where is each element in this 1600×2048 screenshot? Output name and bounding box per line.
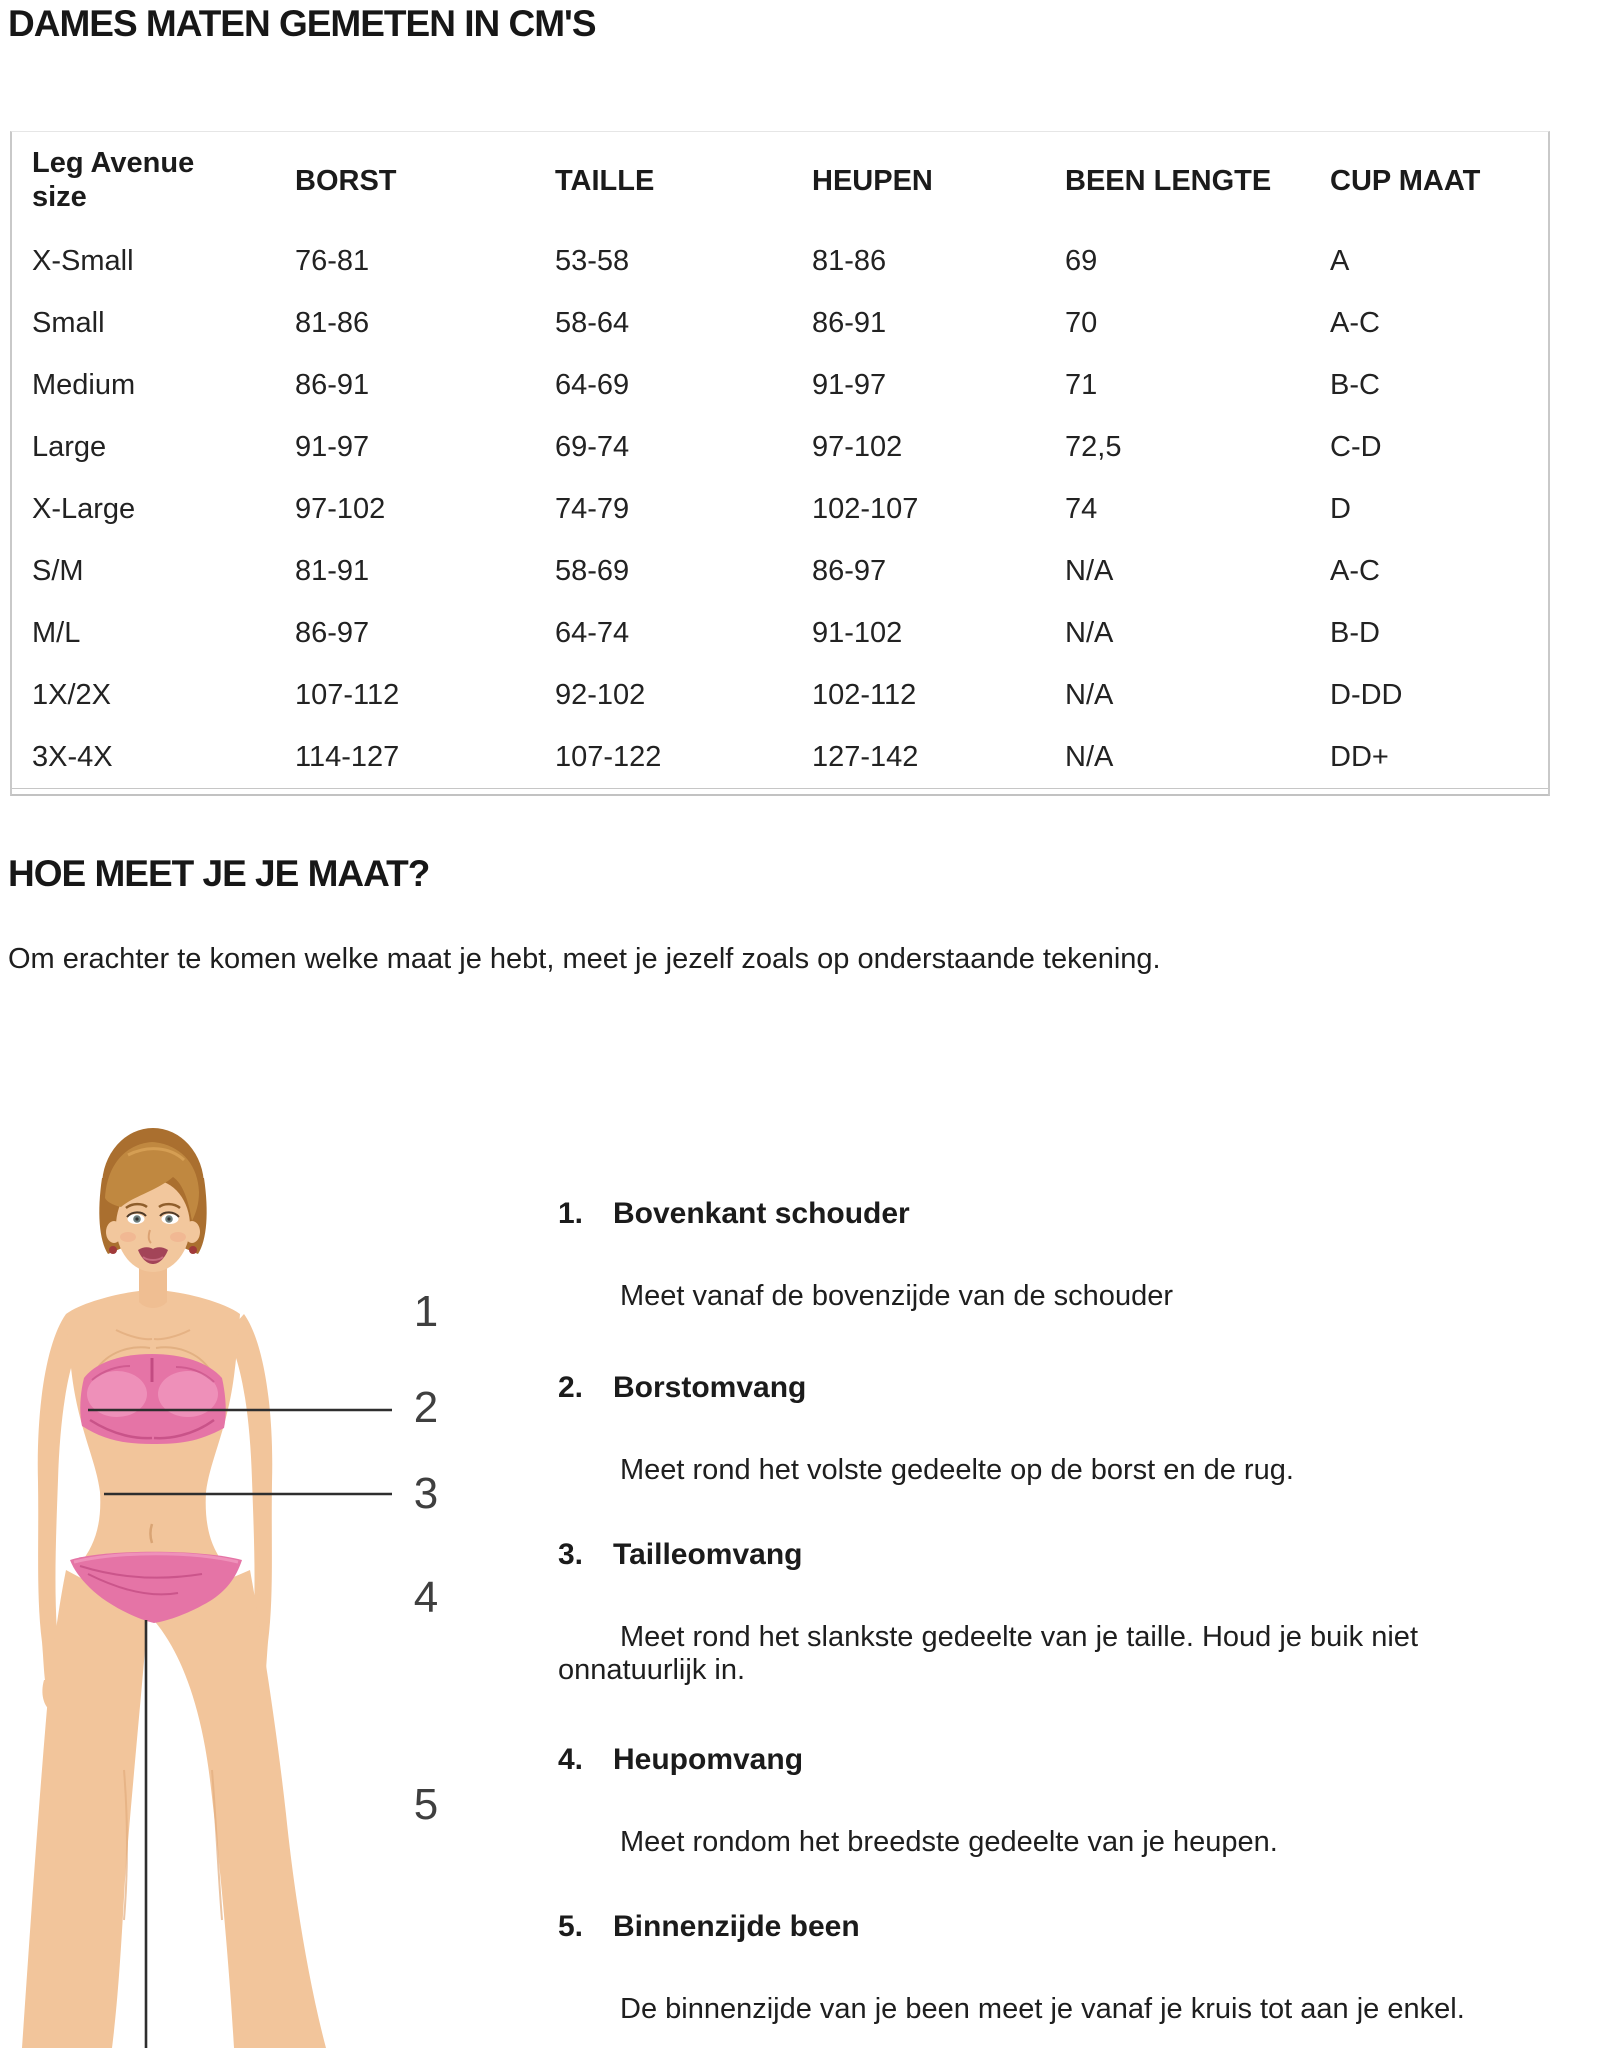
step-description: De binnenzijde van je been meet je vanaf je kruis tot aan je enkel. [620,1993,1465,2025]
body-illustration [0,1080,520,2048]
table-row [12,664,1548,726]
step-description: Meet rondom het breedste gedeelte van je heupen. [620,1826,1278,1858]
step-number: 2. [558,1371,584,1404]
table-cell: 86-91 [295,368,370,401]
step-title-line [558,1368,1513,1408]
step-title-line [558,1740,1513,1780]
column-header: HEUPEN [812,164,933,197]
table-cell: M/L [32,616,81,649]
step-title: Bovenkant schouder [613,1197,910,1230]
table-cell: B-C [1330,368,1380,401]
table-cell: 3X-4X [12,726,275,789]
table-header-row [12,132,1548,230]
table-cell: 86-91 [812,306,887,339]
table-cell: 64-69 [555,368,630,401]
column-header: Leg Avenue size [32,147,195,213]
table-cell: 81-86 [812,244,887,277]
size-table [10,131,1550,796]
figure-marker-3: 3 [413,1469,439,1518]
measurement-figure [0,1080,520,2048]
step-item [558,1907,1513,2026]
table-cell: 69-74 [555,430,630,463]
table-cell: 1X/2X [32,678,111,711]
column-header: CUP MAAT [1330,164,1481,197]
table-cell: DD+ [1310,726,1548,789]
table-cell: 72,5 [1065,430,1122,463]
table-cell: 91-97 [295,430,370,463]
table-cell: 74-79 [555,492,630,525]
table-row [12,540,1548,602]
table-cell: N/A [1065,678,1114,711]
table-cell: D-DD [1330,678,1403,711]
table-cell: 86-97 [295,616,370,649]
table-cell: 107-112 [295,678,400,711]
table-cell: 74 [1065,492,1098,525]
table-cell: 97-102 [295,492,386,525]
table-cell: Large [32,430,107,463]
column-header: BORST [295,164,397,197]
column-header: BEEN LENGTE [1065,164,1272,197]
table-cell: X-Small [32,244,134,277]
step-title: Binnenzijde been [613,1910,860,1943]
table-cell: 86-97 [812,554,887,587]
table-cell: 69 [1065,244,1098,277]
step-title-line [558,1535,1513,1575]
figure-marker-1: 1 [413,1287,439,1336]
step-title-line [558,1907,1513,1947]
how-to-intro: Om erachter te komen welke maat je hebt, meet je jezelf zoals op onderstaande tekening. [8,943,1161,975]
step-number: 1. [558,1197,584,1230]
step-title-line [558,1194,1513,1234]
table-cell: 81-91 [295,554,370,587]
column-header: TAILLE [555,164,655,197]
table-cell: 91-97 [812,368,887,401]
table-cell: 81-86 [295,306,370,339]
table-cell: A-C [1330,554,1380,587]
step-item [558,1194,1513,1313]
table-cell: S/M [32,554,84,587]
step-description: Meet rond het volste gedeelte op de borst en de rug. [620,1454,1294,1486]
table-cell: N/A [1045,726,1310,789]
table-row [12,354,1548,416]
table-row [12,416,1548,478]
table-cell: 58-64 [555,306,630,339]
table-row [12,726,1548,789]
table-row [12,478,1548,540]
table-cell: 114-127 [275,726,535,789]
table-cell: 64-74 [555,616,630,649]
table-cell: N/A [1065,616,1114,649]
step-item [558,1535,1513,1687]
table-cell: 71 [1065,368,1098,401]
step-number: 4. [558,1743,584,1776]
step-title: Borstomvang [613,1371,807,1404]
page-title: DAMES MATEN GEMETEN IN CM'S [8,3,596,44]
figure-marker-2: 2 [413,1383,439,1432]
figure-marker-4: 4 [413,1573,439,1622]
step-description: Meet rond het slankste gedeelte van je taille. Houd je buik niet onnatuurlijk in. [558,1621,1418,1686]
table-row [12,230,1548,292]
step-item [558,1740,1513,1859]
table-cell: A [1330,244,1350,277]
how-to-heading: HOE MEET JE JE MAAT? [8,853,430,894]
step-title: Heupomvang [613,1743,804,1776]
table-cell: 102-107 [812,492,919,525]
legs [22,1570,326,2048]
table-cell: 107-122 [535,726,792,789]
table-cell: C-D [1330,430,1382,463]
step-title: Tailleomvang [613,1538,803,1571]
figure-marker-5: 5 [413,1780,439,1829]
earring-right [189,1246,197,1254]
table-cell: 58-69 [555,554,630,587]
bra [80,1354,225,1444]
table-cell: 53-58 [555,244,630,277]
step-number: 3. [558,1538,584,1571]
table-cell: Medium [32,368,136,401]
step-description: Meet vanaf de bovenzijde van de schouder [620,1280,1173,1312]
table-cell: Small [32,306,105,339]
table-cell: 102-112 [812,678,917,711]
table-row [12,292,1548,354]
table-cell: X-Large [32,492,136,525]
table-cell: N/A [1065,554,1114,587]
table-cell: D [1330,492,1351,525]
table-cell: 91-102 [812,616,903,649]
table-cell: 70 [1065,306,1098,339]
step-number: 5. [558,1910,584,1943]
size-table-grid [12,132,1548,789]
table-cell: 92-102 [555,678,646,711]
step-item [558,1368,1513,1487]
table-cell: 76-81 [295,244,370,277]
table-cell: 97-102 [812,430,903,463]
table-row [12,602,1548,664]
table-cell: B-D [1330,616,1380,649]
earring-left [109,1246,117,1254]
table-cell: A-C [1330,306,1380,339]
table-cell: 127-142 [792,726,1045,789]
